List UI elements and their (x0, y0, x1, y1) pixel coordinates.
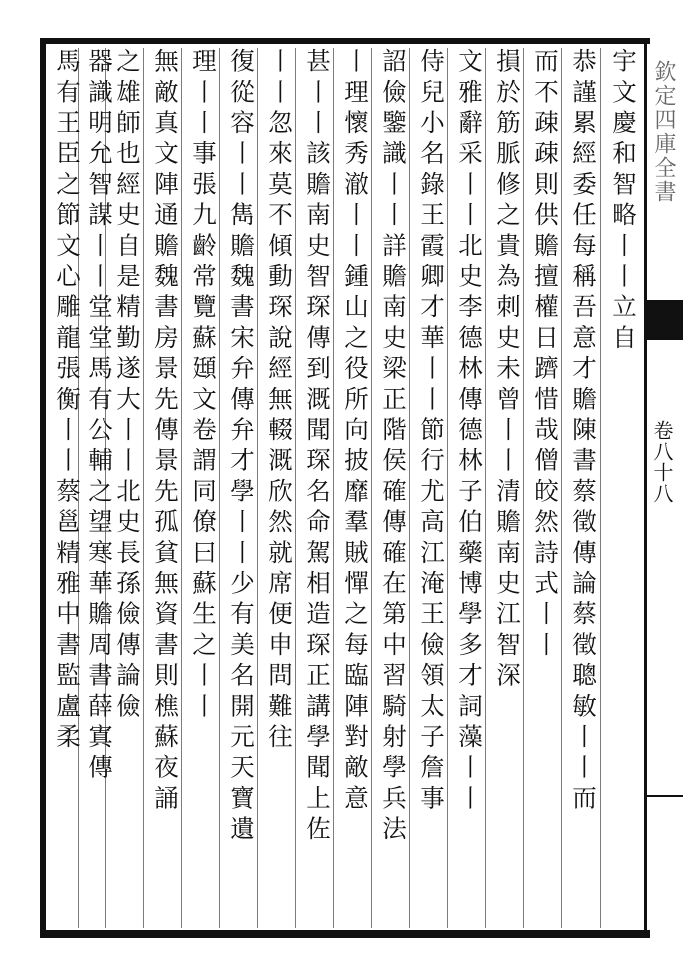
text-column (82, 48, 116, 923)
text-column (300, 48, 334, 923)
text-column (452, 48, 486, 923)
text-column (606, 48, 640, 923)
column-text: 馬有王臣之節文心雕龍張衡丨丨蔡邕精雅中書監盧柔 (53, 48, 82, 755)
column-text: 丨丨忽來莫不傾動琛說經無輟溉欣然就席便申問難往 (265, 48, 294, 755)
top-border-rule (40, 38, 650, 44)
text-column (186, 48, 220, 923)
column-text: 恭謹累經委任每稱吾意才贍陳書蔡徵傳論蔡徵聰敏丨丨而 (569, 48, 598, 816)
column-text: 復從容丨丨雋贍魏書宋弁傳弁才學丨丨少有美名開元天寶遺 (227, 48, 256, 847)
fishtail-mark (645, 300, 683, 340)
margin-divider (644, 795, 683, 797)
book-title: 欽定四庫全書 (651, 60, 676, 204)
text-column (262, 48, 296, 923)
column-text: 無敵真文陣通贍魏書房景先傳景先孤貧無資書則樵蘇夜誦 (151, 48, 180, 816)
column-text: 文雅辭采丨丨北史李德林傳德林子伯藥博學多才詞藻丨丨 (455, 48, 484, 816)
volume-number: 卷八十八 (650, 420, 674, 504)
column-text: 理丨丨事張九齡常覽蘇頲文卷謂同僚曰蘇生之丨丨 (189, 48, 218, 724)
text-column (148, 48, 182, 923)
column-text: 而不疎疎則供贍擅權日躋惜哉僧皎然詩式丨丨 (531, 48, 560, 662)
text-column (338, 48, 372, 923)
right-border-rule (644, 38, 647, 938)
text-column (566, 48, 600, 923)
column-separator (600, 48, 601, 928)
bottom-border-rule (40, 930, 650, 938)
column-text: 損於筋脈修之貴為刺史未曾丨丨清贍南史江智深 (493, 48, 522, 693)
column-text: 宇文慶和智略丨丨立自 (609, 48, 638, 355)
text-column (224, 48, 258, 923)
column-text: 之雄師也經史自是精勤遂大丨丨北史長孫儉傳論儉 (113, 48, 142, 724)
column-text: 侍兒小名錄王霞卿才華丨丨節行尤高江淹王儉領太子詹事 (417, 48, 446, 816)
text-column (490, 48, 524, 923)
text-column (528, 48, 562, 923)
text-column (50, 48, 84, 923)
column-text: 詔儉鑒識丨丨詳贍南史梁正階侯確傳確在第中習騎射學兵法 (379, 48, 408, 847)
column-text: 甚丨丨該贍南史智琛傳到溉聞琛名命駕相造琛正講學聞上佐 (303, 48, 332, 847)
column-text: 丨理懷秀澈丨丨鍾山之役所向披靡羣賊憚之每臨陣對敵意 (341, 48, 370, 816)
text-column (376, 48, 410, 923)
column-text: 器識明允智謀丨丨堂堂馬有公輔之望寒華贍周書薛寘傳 (85, 48, 114, 785)
left-border-rule (40, 38, 46, 938)
text-column (414, 48, 448, 923)
